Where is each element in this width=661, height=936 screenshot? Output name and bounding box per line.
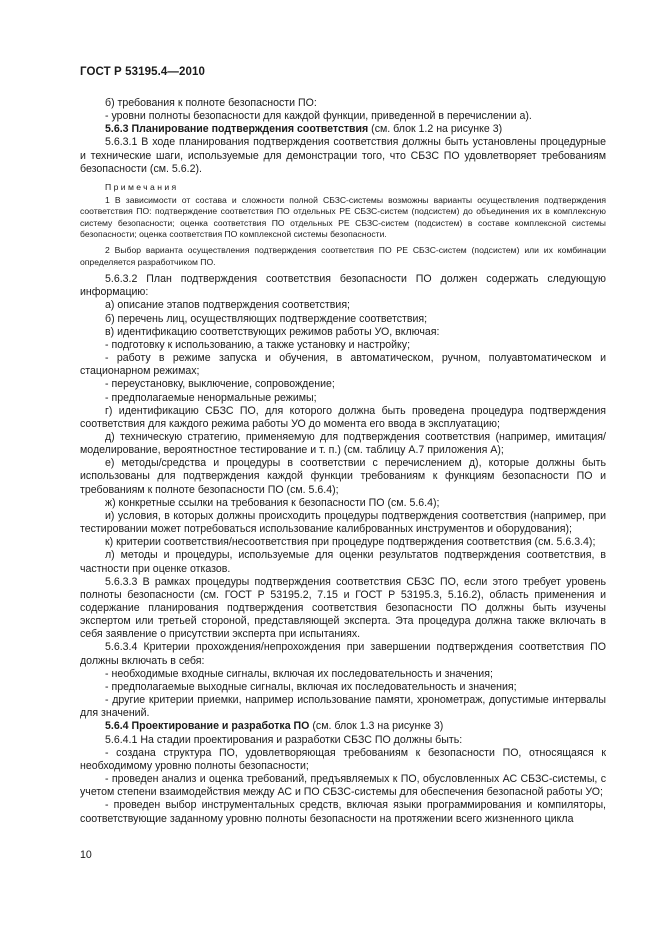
list-item: - переустановку, выключение, сопровождение;: [105, 378, 335, 391]
list-item: ж) конкретные ссылки на требования к безопасности ПО (см. 5.6.4);: [105, 496, 440, 509]
list-item: к) критерии соответствия/несоответствия при процедуре подтверждения соответствия (см. 5.6.3.4);: [105, 536, 596, 549]
list-item: - необходимые входные сигналы, включая их последовательность и значения;: [105, 667, 493, 680]
note-1: 1 В зависимости от состава и сложности полной СБЗС-системы возможны варианты осуществления подтверждения соответствия ПО: подтверждение соответствия ПО отдельных PE СБЗС-систем (подсистем) до объединения их в комплексную систему безопасности; оценка соответствия ПО отдельных PE СБЗС-систем (подсистем) в составе комплексной системы безопасности; оценка соответствия ПО комплексной системы безопасности.: [80, 194, 606, 240]
list-item: е) методы/средства и процедуры в соответствии с перечислением д), которые должны быть использованы для подтверждения каждой функции требованиям к функциям безопасности ПО и требованиям к полноте безопасности ПО (см. 5.6.4);: [80, 457, 606, 496]
list-item: а) описание этапов подтверждения соответствия;: [105, 299, 351, 312]
list-item: г) идентификацию СБЗС ПО, для которого должна быть проведена процедура подтверждения соответствия для каждого режима работы УО до момента его ввода в эксплуатацию;: [80, 404, 606, 430]
paragraph: 5.6.3.3 В рамках процедуры подтверждения соответствия СБЗС ПО, если этого требует уровень полноты безопасности (см. ГОСТ Р 53195.2, 7.15 и ГОСТ Р 53195.3, 5.16.2), область применения и содержание планирования подтверждения соответствия безопасности ПО должны быть изучены экспертом или третьей стороной, представляющей эксперта. Эта процедура должна также включать в себя заявление о присутствии эксперта при испытаниях.: [80, 575, 606, 641]
note-2: 2 Выбор варианта осуществления подтверждения соответствия ПО PE СБЗС-систем (подсистем) или их комбинации определяется разработчиком ПО.: [80, 244, 606, 267]
list-item: - проведен выбор инструментальных средств, включая языки программирования и компиляторы, соответствующие заданному уровню полноты безопасности на протяжении всего жизненного цикла: [80, 799, 606, 825]
paragraph: 5.6.3.4 Критерии прохождения/непрохождения при завершении подтверждения соответствия ПО должны включать в себя:: [80, 641, 606, 667]
paragraph: 5.6.3.1 В ходе планирования подтверждения соответствия должны быть установлены процедурные и технические шаги, используемые для демонстрации того, что СБЗС ПО удовлетворяет требованиям безопасности (см. 5.6.2).: [80, 136, 606, 175]
list-item: в) идентификацию соответствующих режимов работы УО, включая:: [105, 325, 440, 338]
paragraph: б) требования к полноте безопасности ПО:: [105, 97, 317, 109]
list-item: и) условия, в которых должны происходить процедуры подтверждения соответствия (например, при тестировании может потребоваться использование калиброванных инструментов и оборудования);: [80, 509, 606, 536]
section-heading-5-6-4: [80, 720, 606, 733]
document-header: ГОСТ Р 53195.4—2010: [80, 66, 205, 78]
paragraph: 5.6.3.2 План подтверждения соответствия безопасности ПО должен содержать следующую информацию:: [80, 273, 606, 299]
list-item: л) методы и процедуры, используемые для оценки результатов подтверждения соответствия, в частности при оценке отказов.: [80, 549, 606, 575]
section-heading-reference: (см. блок 1.3 на рисунке 3): [309, 720, 444, 733]
section-heading-number: 5.6.3 Планирование подтверждения соответствия: [105, 123, 369, 136]
list-item: - подготовку к использованию, а также установку и настройку;: [105, 338, 411, 351]
section-heading-reference: (см. блок 1.2 на рисунке 3): [368, 123, 503, 136]
page-number: 10: [80, 849, 92, 861]
list-item: - предполагаемые ненормальные режимы;: [105, 391, 317, 404]
list-item: - работу в режиме запуска и обучения, в автоматическом, ручном, полуавтоматическом и стационарном режимах;: [80, 352, 606, 378]
list-item: б) перечень лиц, осуществляющих подтверждение соответствия;: [105, 312, 428, 325]
section-heading-number: 5.6.4 Проектирование и разработка ПО: [105, 720, 310, 733]
notes-title: Примечания: [105, 181, 179, 192]
list-item: - создана структура ПО, удовлетворяющая требованиям к безопасности ПО, относящаяся к необходимому уровню полноты безопасности;: [80, 746, 606, 772]
list-item: д) техническую стратегию, применяемую для подтверждения соответствия (например, имитация/моделирование, вероятностное тестирование и т. п.) (см. таблицу А.7 приложения А);: [80, 430, 606, 457]
document-body: [80, 97, 606, 826]
list-item: - проведен анализ и оценка требований, предъявляемых к ПО, обусловленных АС СБЗС-системы, с учетом степени взаимодействия между АС и ПО СБЗС-системы для обеспечения безопасной работы УО;: [80, 773, 606, 799]
notes-block: [80, 182, 606, 268]
list-item: - другие критерии приемки, например использование памяти, хронометраж, допустимые интервалы для значений.: [80, 694, 606, 720]
paragraph: 5.6.4.1 На стадии проектирования и разработки СБЗС ПО должны быть:: [105, 733, 463, 746]
paragraph: - уровни полноты безопасности для каждой функции, приведенной в перечислении а).: [105, 110, 532, 123]
section-heading-5-6-3: [80, 123, 606, 136]
list-item: - предполагаемые выходные сигналы, включая их последовательность и значения;: [105, 680, 517, 693]
